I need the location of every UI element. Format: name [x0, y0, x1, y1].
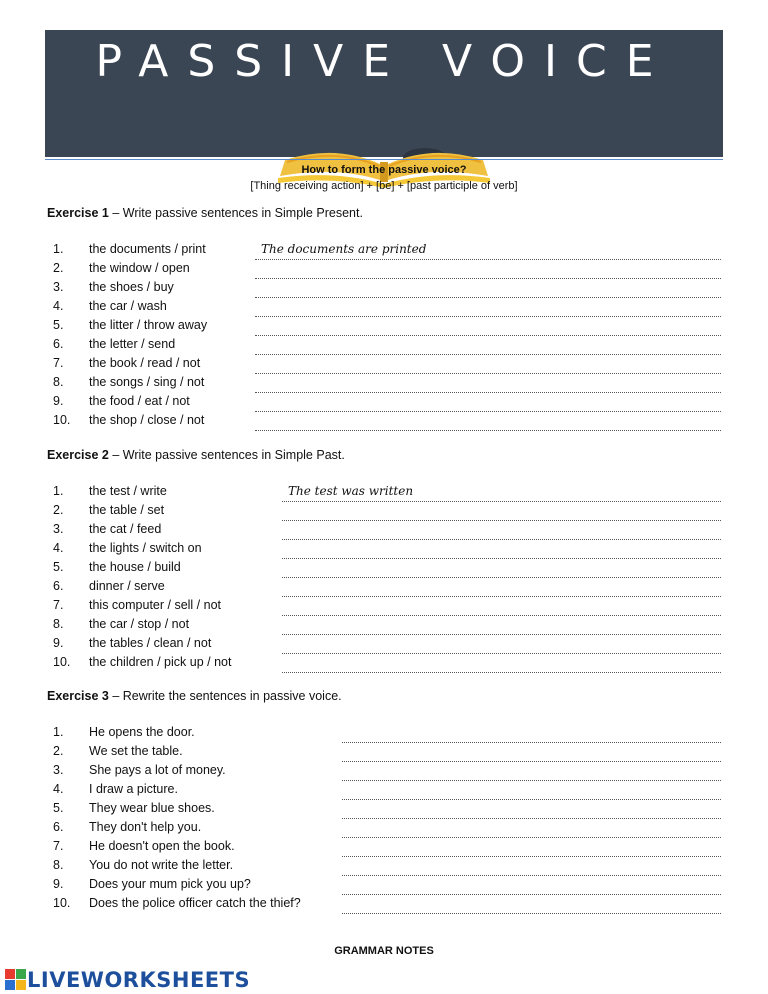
item-number: 4. [53, 299, 64, 313]
answer-line[interactable] [282, 672, 721, 673]
item-number: 6. [53, 579, 64, 593]
list-item: the songs / sing / not [89, 375, 205, 389]
grammar-notes-heading: GRAMMAR NOTES [334, 945, 434, 957]
exercise-1-label: Exercise 1 [47, 206, 109, 220]
list-item: the house / build [89, 560, 181, 574]
title-banner [45, 30, 723, 157]
answer-line[interactable] [342, 894, 721, 895]
item-number: 5. [53, 318, 64, 332]
answer-line[interactable] [342, 780, 721, 781]
list-item: They wear blue shoes. [89, 801, 215, 815]
list-item: He opens the door. [89, 725, 195, 739]
item-number: 7. [53, 598, 64, 612]
answer-line[interactable] [255, 373, 721, 374]
item-number: 10. [53, 413, 71, 427]
intro-formula: [Thing receiving action] + [be] + [past participle of verb] [250, 180, 518, 192]
item-number: 9. [53, 636, 64, 650]
banner-title: PASSIVE VOICE [95, 36, 673, 87]
answer-line[interactable] [342, 837, 721, 838]
example-answer: The test was written [288, 484, 414, 498]
item-number: 8. [53, 375, 64, 389]
list-item: the letter / send [89, 337, 176, 351]
list-item: the window / open [89, 261, 190, 275]
item-number: 4. [53, 782, 64, 796]
item-number: 7. [53, 356, 64, 370]
item-number: 3. [53, 522, 64, 536]
item-number: 10. [53, 655, 71, 669]
item-number: 3. [53, 763, 64, 777]
answer-line[interactable] [342, 761, 721, 762]
list-item: the cat / feed [89, 522, 162, 536]
exercise-3-heading [47, 689, 342, 703]
list-item: the lights / switch on [89, 541, 202, 555]
answer-line[interactable] [342, 818, 721, 819]
exercise-2-instruction: – Write passive sentences in Simple Past. [108, 448, 345, 462]
list-item: the shop / close / not [89, 413, 205, 427]
item-number: 9. [53, 877, 64, 891]
item-number: 1. [53, 484, 64, 498]
list-item: dinner / serve [89, 579, 165, 593]
item-number: 2. [53, 503, 64, 517]
answer-line[interactable] [255, 259, 721, 260]
divider [45, 159, 723, 160]
list-item: We set the table. [89, 744, 183, 758]
answer-line[interactable] [282, 634, 721, 635]
list-item: They don't help you. [89, 820, 202, 834]
item-number: 5. [53, 801, 64, 815]
answer-line[interactable] [342, 875, 721, 876]
list-item: the car / wash [89, 299, 167, 313]
item-number: 7. [53, 839, 64, 853]
list-item: Does the police officer catch the thief? [89, 896, 301, 910]
item-number: 2. [53, 744, 64, 758]
answer-line[interactable] [282, 558, 721, 559]
exercise-2-heading [47, 448, 345, 462]
list-item: the litter / throw away [89, 318, 208, 332]
answer-line[interactable] [255, 335, 721, 336]
item-number: 5. [53, 560, 64, 574]
answer-line[interactable] [255, 316, 721, 317]
item-number: 1. [53, 725, 64, 739]
answer-line[interactable] [282, 539, 721, 540]
answer-line[interactable] [342, 856, 721, 857]
list-item: She pays a lot of money. [89, 763, 226, 777]
item-number: 8. [53, 858, 64, 872]
answer-line[interactable] [255, 354, 721, 355]
answer-line[interactable] [282, 653, 721, 654]
list-item: the food / eat / not [89, 394, 190, 408]
exercise-3-label: Exercise 3 [47, 689, 109, 703]
list-item: the table / set [89, 503, 165, 517]
exercise-1-instruction: – Write passive sentences in Simple Present. [108, 206, 363, 220]
exercise-2-label: Exercise 2 [47, 448, 109, 462]
list-item: the tables / clean / not [89, 636, 212, 650]
answer-line[interactable] [255, 278, 721, 279]
list-item: the children / pick up / not [89, 655, 232, 669]
answer-line[interactable] [255, 430, 721, 431]
list-item: He doesn't open the book. [89, 839, 235, 853]
answer-line[interactable] [282, 596, 721, 597]
liveworksheets-logo[interactable] [5, 968, 250, 992]
answer-line[interactable] [342, 799, 721, 800]
list-item: You do not write the letter. [89, 858, 234, 872]
answer-line[interactable] [255, 411, 721, 412]
exercise-1-heading [47, 206, 363, 220]
item-number: 4. [53, 541, 64, 555]
list-item: the documents / print [89, 242, 206, 256]
item-number: 9. [53, 394, 64, 408]
list-item: the test / write [89, 484, 167, 498]
answer-line[interactable] [255, 392, 721, 393]
item-number: 10. [53, 896, 71, 910]
list-item: this computer / sell / not [89, 598, 222, 612]
list-item: I draw a picture. [89, 782, 178, 796]
answer-line[interactable] [342, 913, 721, 914]
answer-line[interactable] [282, 615, 721, 616]
answer-line[interactable] [342, 742, 721, 743]
liveworksheets-logo-icon [5, 969, 27, 991]
answer-line[interactable] [282, 577, 721, 578]
logo-text: LIVEWORKSHEETS [27, 968, 251, 992]
list-item: the shoes / buy [89, 280, 174, 294]
answer-line[interactable] [255, 297, 721, 298]
answer-line[interactable] [282, 520, 721, 521]
intro-title: How to form the passive voice? [301, 164, 467, 176]
list-item: the car / stop / not [89, 617, 190, 631]
item-number: 1. [53, 242, 64, 256]
item-number: 8. [53, 617, 64, 631]
item-number: 2. [53, 261, 64, 275]
item-number: 3. [53, 280, 64, 294]
item-number: 6. [53, 337, 64, 351]
answer-line[interactable] [282, 501, 721, 502]
example-answer: The documents are printed [261, 242, 427, 256]
exercise-3-instruction: – Rewrite the sentences in passive voice. [108, 689, 342, 703]
list-item: Does your mum pick you up? [89, 877, 251, 891]
list-item: the book / read / not [89, 356, 201, 370]
item-number: 6. [53, 820, 64, 834]
